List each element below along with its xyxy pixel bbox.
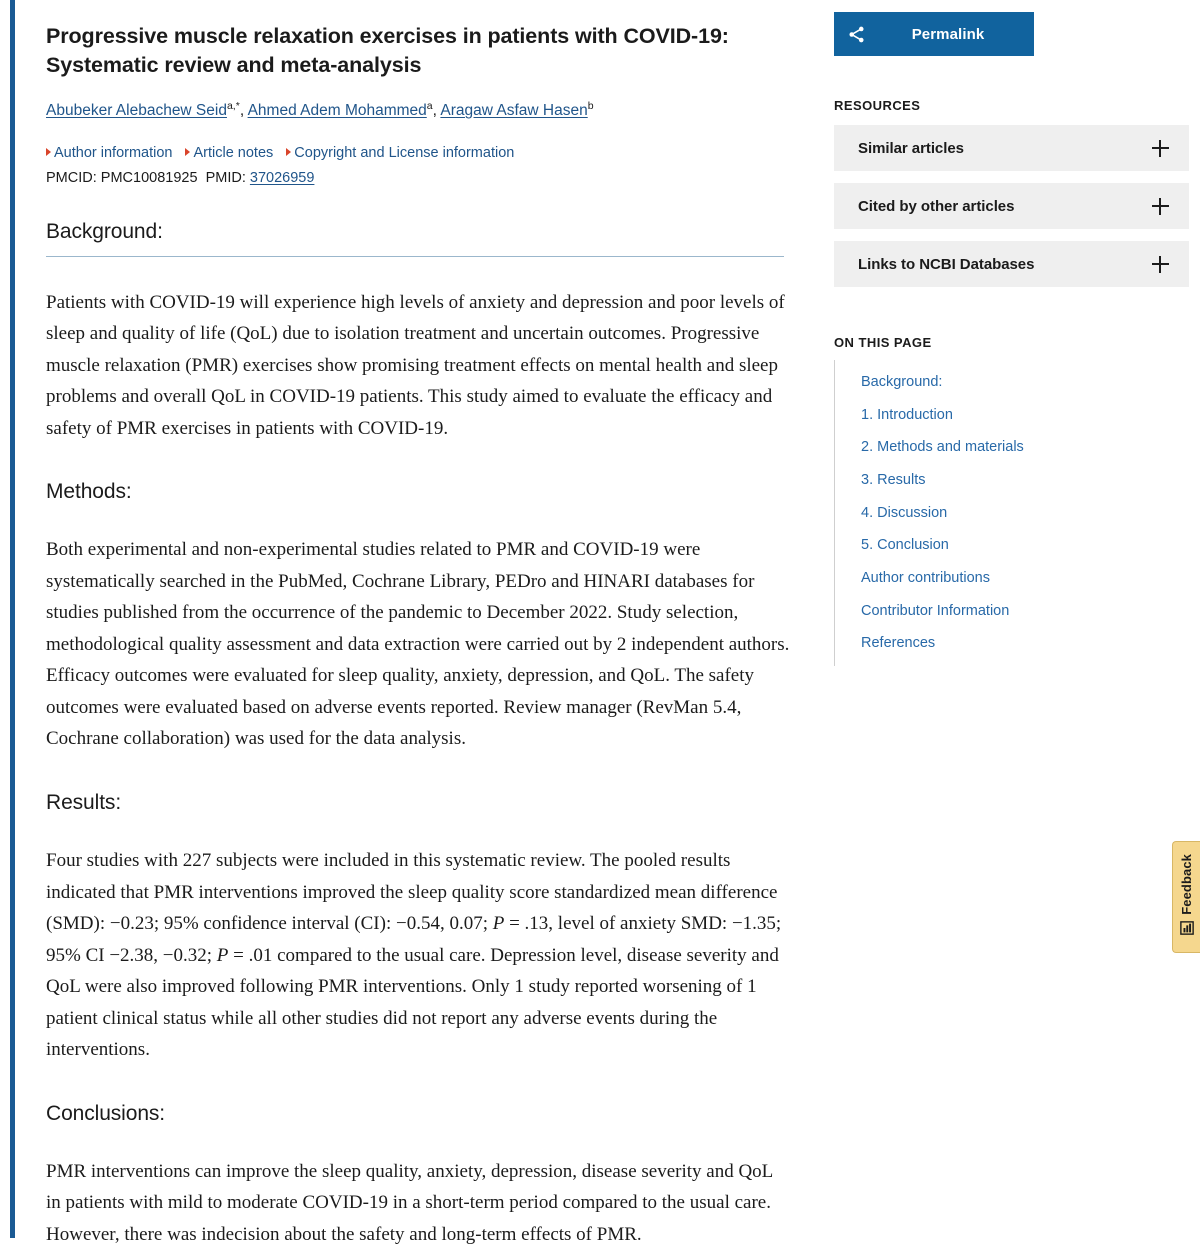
accordion-item-similar-articles[interactable] — [834, 125, 1189, 171]
copyright-license-label: Copyright and License information — [294, 144, 515, 161]
permalink-label: Permalink — [911, 25, 985, 43]
list-item — [835, 431, 1199, 464]
section-body-methods: Both experimental and non-experimental studies related to PMR and COVID-19 were systematically searched in the PubMed, Cochrane Library, PEDro and HINARI databases for studies published from the occurrence of the pandemic to December 2022. Study selection, methodological quality assessment and data extraction were carried out by 2 independent authors. Efficacy outcomes were evaluated for sleep quality, anxiety, depression, and QoL. The safety outcomes were evaluated based on adverse events reported. Review manager (RevMan 5.4, Cochrane collaboration) was used for the data analysis. — [46, 539, 790, 750]
author-information-link[interactable] — [46, 145, 172, 161]
plus-icon — [1152, 140, 1169, 157]
section-body-conclusions: PMR interventions can improve the sleep quality, anxiety, depression, disease severity and QoL in patients with mild to moderate COVID-19 in a short-term period compared to the usual care. However, there was indecision about the safety and long-term effects of PMR. — [46, 1160, 773, 1245]
article-notes-label: Article notes — [193, 144, 274, 161]
accordion-label-ncbi-databases: Links to NCBI Databases — [858, 255, 1035, 273]
feedback-label: Feedback — [1179, 853, 1194, 915]
article-column — [46, 0, 806, 1250]
abstract-section-methods — [46, 480, 806, 755]
toc-link-contributor-information[interactable]: Contributor Information — [861, 602, 1010, 619]
list-item — [835, 366, 1199, 399]
toc-link-conclusion[interactable]: 5. Conclusion — [861, 537, 949, 554]
triangle-marker-icon — [286, 148, 291, 156]
plus-icon — [1152, 256, 1169, 273]
triangle-marker-icon — [46, 148, 51, 156]
pmcid-value: PMC10081925 — [100, 169, 198, 186]
list-item — [835, 464, 1199, 497]
table-of-contents — [834, 360, 1199, 666]
accordion-label-cited-by: Cited by other articles — [858, 197, 1015, 215]
results-text-part2: = .13, level of anxiety SMD: −1.35; 95% CI −2.38, −0.32; — [46, 913, 782, 966]
resources-heading: RESOURCES — [834, 98, 921, 113]
toc-link-introduction[interactable]: 1. Introduction — [861, 406, 953, 423]
toc-link-methods-and-materials[interactable]: 2. Methods and materials — [861, 439, 1024, 456]
toc-link-discussion[interactable]: 4. Discussion — [861, 504, 948, 521]
article-notes-link[interactable] — [185, 145, 273, 161]
accordion-item-cited-by[interactable] — [834, 183, 1189, 229]
results-p-value-2: P — [216, 944, 229, 966]
abstract-section-results — [46, 791, 806, 1066]
plus-icon — [1152, 198, 1169, 215]
section-heading-conclusions: Conclusions: — [46, 1101, 166, 1125]
results-p-value-1: P — [492, 913, 505, 935]
pmid-label: PMID: — [205, 169, 246, 186]
copyright-license-link[interactable] — [286, 145, 514, 161]
toc-link-results[interactable]: 3. Results — [861, 472, 926, 489]
list-item — [835, 627, 1199, 660]
author-link-3[interactable]: Aragaw Asfaw Hasen — [440, 102, 588, 120]
feedback-tab[interactable] — [1172, 841, 1200, 953]
results-text-part3: = .01 compared to the usual care. Depression level, disease severity and QoL were also improved following PMR interventions. Only 1 study reported worsening of 1 patient clinical status while all other studies did not report any adverse events during the interventions. — [46, 944, 779, 1061]
author-information-label: Author information — [54, 144, 173, 161]
abstract-section-conclusions — [46, 1102, 806, 1250]
results-text-part1: Four studies with 227 subjects were included in this systematic review. The pooled results indicated that PMR interventions improved the sleep quality score standardized mean difference (SMD): −0.23; 95% confidence interval (CI): −0.54, 0.07; — [46, 849, 778, 935]
section-heading-background: Background: — [46, 220, 784, 257]
sidebar-column — [834, 0, 1199, 666]
article-meta-links — [46, 145, 806, 161]
author-affiliation-1: a,* — [226, 100, 240, 113]
author-link-2[interactable]: Ahmed Adem Mohammed — [247, 102, 427, 120]
permalink-button[interactable] — [834, 12, 1034, 56]
resources-accordion — [834, 125, 1189, 287]
pmid-link[interactable]: 37026959 — [249, 169, 315, 186]
author-list — [46, 99, 806, 122]
list-item — [835, 595, 1199, 628]
accordion-label-similar-articles: Similar articles — [858, 139, 964, 157]
author-separator-1: , — [239, 102, 248, 120]
section-body-results — [46, 845, 791, 1066]
toc-link-author-contributions[interactable]: Author contributions — [861, 570, 990, 587]
list-item — [835, 399, 1199, 432]
toc-link-references[interactable]: References — [861, 635, 936, 652]
page-title: Progressive muscle relaxation exercises in patients with COVID-19: Systematic review and meta-analysis — [46, 24, 729, 77]
list-item — [835, 562, 1199, 595]
identifier-line — [46, 170, 806, 186]
triangle-marker-icon — [185, 148, 190, 156]
accordion-item-ncbi-databases[interactable] — [834, 241, 1189, 287]
author-link-1[interactable]: Abubeker Alebachew Seid — [46, 102, 227, 120]
author-affiliation-2: a — [426, 100, 433, 113]
bar-chart-icon — [1180, 921, 1194, 940]
section-heading-methods: Methods: — [46, 480, 132, 504]
author-separator-2: , — [432, 102, 441, 120]
author-affiliation-3: b — [587, 100, 594, 113]
list-item — [835, 529, 1199, 562]
list-item — [835, 497, 1199, 530]
abstract-section-background — [46, 220, 806, 445]
section-body-background: Patients with COVID-19 will experience high levels of anxiety and depression and poor levels of sleep and quality of life (QoL) due to isolation treatment and uncertain outcomes. Progressive muscle relaxation (PMR) exercises show promising treatment effects on mental health and sleep problems and overall QoL in COVID-19 patients. This study aimed to evaluate the efficacy and safety of PMR exercises in patients with COVID-19. — [46, 291, 785, 439]
share-icon — [834, 25, 878, 44]
pmcid-label: PMCID: — [46, 169, 97, 186]
toc-link-background[interactable]: Background: — [861, 374, 943, 390]
section-heading-results: Results: — [46, 790, 122, 814]
on-this-page-heading: ON THIS PAGE — [834, 335, 932, 350]
